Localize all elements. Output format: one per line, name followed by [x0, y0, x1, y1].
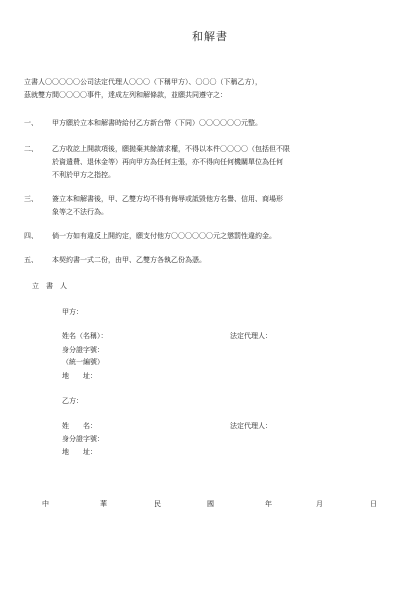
party-a-id-label: 身分證字號： — [62, 346, 104, 354]
date-char: 年 — [265, 500, 272, 508]
clause-line: 甲方願於立本和解書時給付乙方新台幣（下同）〇〇〇〇〇〇元整。 — [52, 119, 262, 127]
clause-4 — [24, 230, 394, 243]
party-b-rep-label: 法定代理人： — [230, 422, 272, 430]
clause-number: 三、 — [24, 195, 38, 203]
clause-number: 一、 — [24, 119, 38, 127]
clause-1 — [24, 117, 394, 130]
clause-number: 二、 — [24, 145, 38, 153]
date-char: 中 — [42, 500, 49, 508]
clause-line: 簽立本和解書後，甲、乙雙方均不得有侮辱或詆毀他方名譽、信用、商場形 — [52, 195, 283, 203]
intro-line-2: 茲就雙方間〇〇〇〇事件，達成左列和解條款，並願共同遵守之： — [24, 91, 227, 99]
clause-number: 四、 — [24, 232, 38, 240]
clause-line: 不利於甲方之指控。 — [52, 171, 115, 179]
party-a-id-sub-label: （統一編號） — [62, 358, 104, 366]
date-char: 日 — [370, 500, 377, 508]
party-a-rep-label: 法定代理人： — [230, 332, 272, 340]
clause-line: 象等之不法行為。 — [52, 208, 108, 216]
party-b-address-label: 地 址： — [62, 448, 97, 456]
clause-line: 倘一方如有違反上開約定，願支付他方〇〇〇〇〇〇元之懲罰性違約金。 — [52, 232, 276, 240]
intro-line-1: 立書人〇〇〇〇〇公司法定代理人〇〇〇（下稱甲方）、〇〇〇（下稱乙方）， — [24, 78, 262, 86]
date-char: 月 — [316, 500, 323, 508]
date-char: 華 — [100, 500, 107, 508]
clause-line: 乙方收訖上開款項後，願拋棄其餘請求權，不得以本件〇〇〇〇（包括但不限 — [52, 145, 290, 153]
party-b-name-label: 姓 名： — [62, 422, 97, 430]
clause-number: 五、 — [24, 256, 38, 264]
clause-3 — [24, 193, 394, 219]
party-a-name-label: 姓名（名稱）： — [62, 332, 108, 340]
signatories-heading: 立 書 人 — [32, 282, 67, 290]
party-a-label: 甲方： — [62, 308, 83, 316]
clause-2 — [24, 143, 394, 182]
party-b-id-label: 身分證字號： — [62, 435, 104, 443]
date-char: 國 — [207, 500, 214, 508]
date-char: 民 — [154, 500, 161, 508]
party-b-label: 乙方： — [62, 397, 83, 405]
clause-5 — [24, 254, 394, 267]
clause-line: 於資遣費、退休金等）再向甲方為任何主張，亦不得向任何機關單位為任何 — [52, 158, 283, 166]
party-a-address-label: 地 址： — [62, 372, 97, 380]
document-title: 和解書 — [192, 30, 228, 43]
clause-line: 本契約書一式二份，由甲、乙雙方各執乙份為憑。 — [52, 256, 206, 264]
